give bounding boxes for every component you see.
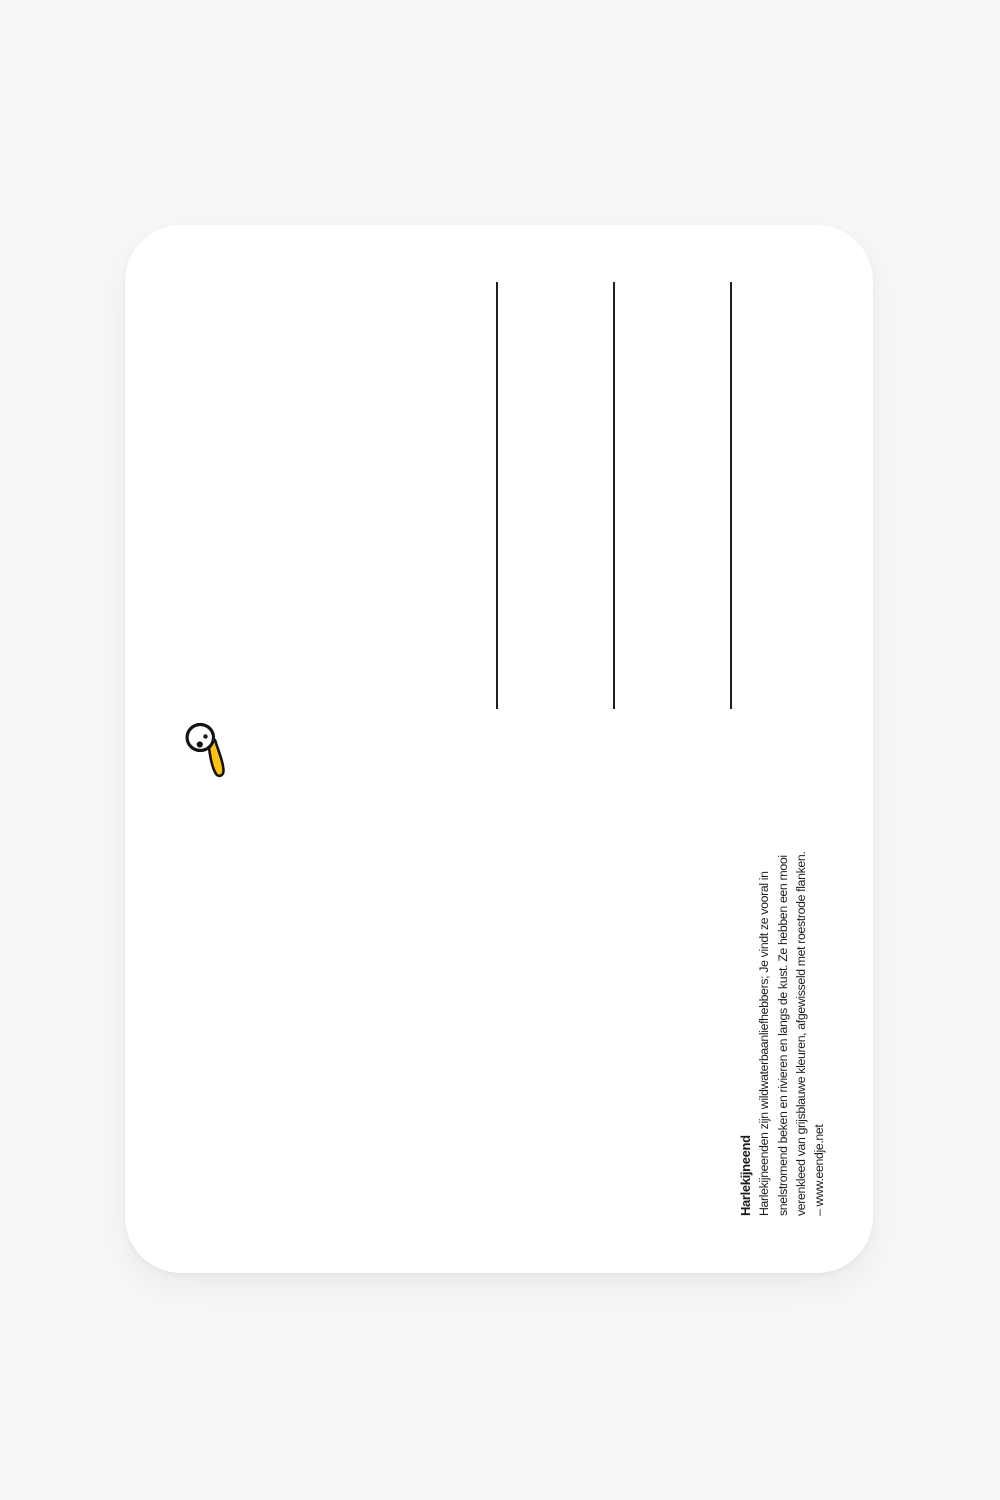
address-line <box>613 282 615 709</box>
website-link: – www.eendje.net <box>812 1124 827 1216</box>
address-line <box>496 282 498 709</box>
duck-nostril <box>197 741 203 747</box>
species-description-line: Harlekijneenden zijn wildwaterbaanliefhebbers; Je vindt ze vooral in <box>757 871 772 1216</box>
species-title: Harlekijneend <box>738 1135 753 1216</box>
duck-doodle-icon <box>182 718 232 782</box>
duck-eye <box>203 734 207 738</box>
address-lines <box>496 282 732 709</box>
postcard-back <box>125 225 873 1273</box>
species-description-line: verenkleed van grijsblauwe kleuren, afgewisseld met roestrode flanken. <box>793 851 808 1216</box>
species-info-block <box>737 824 828 1216</box>
address-line <box>730 282 732 709</box>
species-description-line: snelstromend beken en rivieren en langs de kust. Ze hebben een mooi <box>775 855 790 1216</box>
